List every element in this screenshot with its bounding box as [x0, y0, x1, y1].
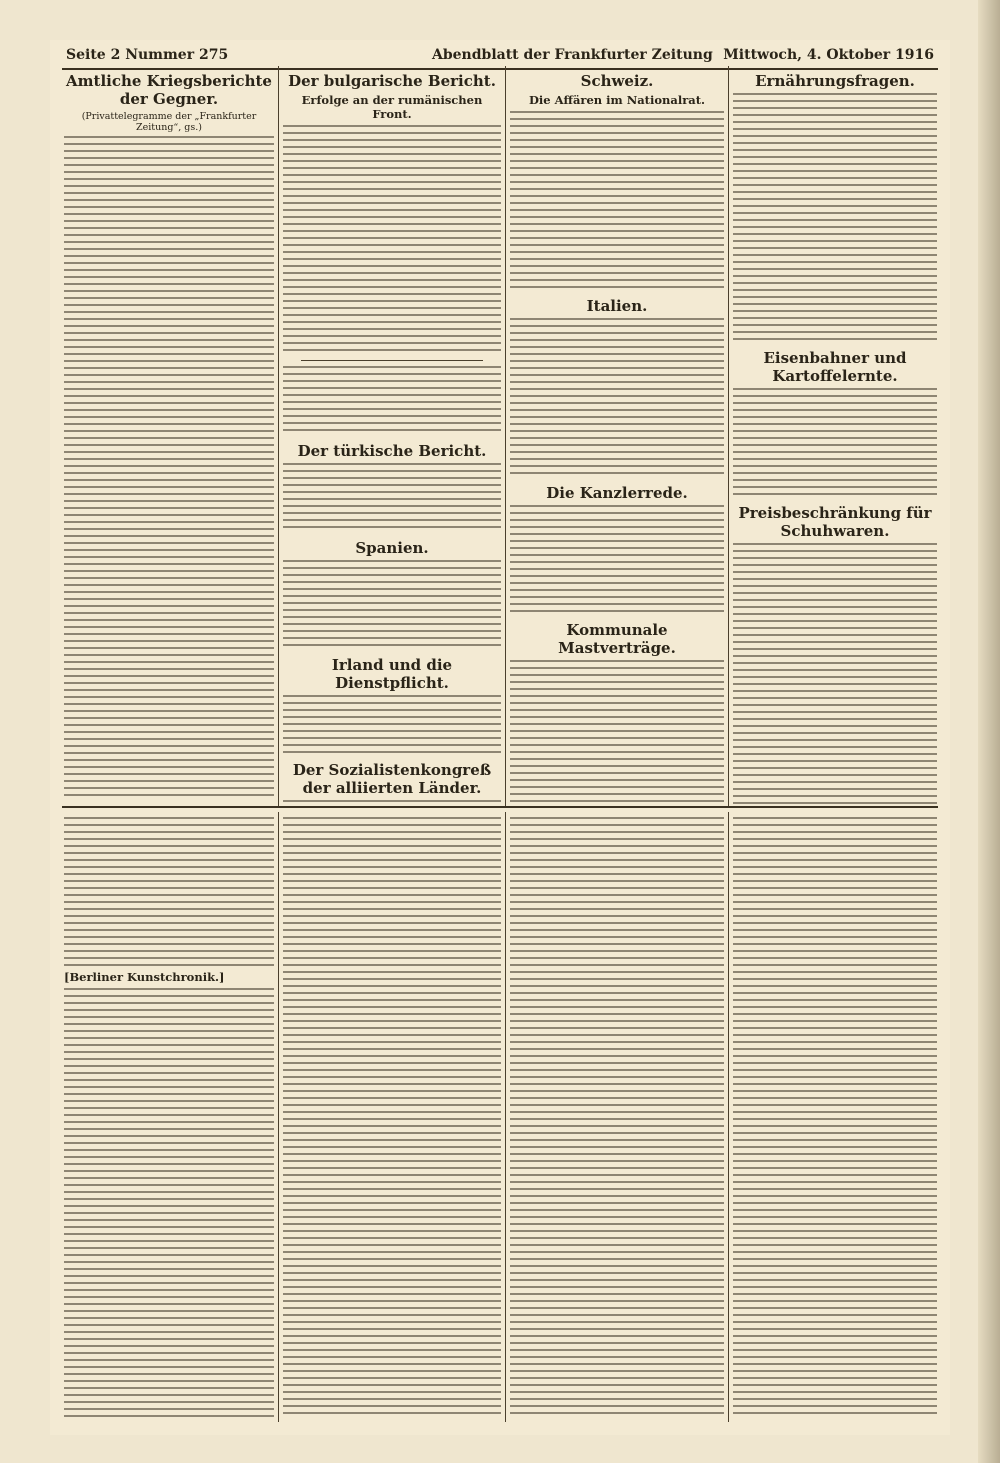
divider — [301, 360, 483, 361]
article-body — [733, 388, 937, 498]
article-body — [283, 800, 501, 806]
column-4 — [733, 66, 937, 806]
article-body — [510, 505, 724, 615]
article-body — [510, 318, 724, 478]
article-body — [283, 125, 501, 355]
article-subtitle: Die Affären im Nationalrat. — [528, 93, 706, 107]
article-body — [283, 695, 501, 755]
article-body — [510, 111, 724, 291]
column-divider — [278, 812, 279, 1422]
feuilleton-column-2 — [283, 814, 501, 1420]
feuilleton-rule — [62, 806, 938, 808]
article-title: Spanien. — [355, 539, 429, 557]
article-title: Amtliche Kriegsberichte der Gegner. — [66, 72, 272, 108]
article-title: Preisbeschränkung für Schuhwaren. — [738, 504, 932, 540]
article-body — [283, 817, 501, 1417]
column-2 — [283, 66, 501, 806]
article-title: Schweiz. — [580, 72, 654, 90]
article-title: Eisenbahner und Kartoffelernte. — [763, 349, 907, 385]
paper-title: Abendblatt der Frankfurter Zeitung — [432, 47, 713, 63]
article-body — [64, 136, 274, 796]
article-title: Der bulgarische Bericht. — [288, 72, 496, 90]
page-number: Seite 2 Nummer 275 — [66, 47, 229, 63]
column-divider — [728, 66, 729, 806]
article-body — [733, 817, 937, 1417]
article-body — [283, 366, 501, 436]
article-title: Kommunale Mastverträge. — [558, 621, 676, 657]
article-title: Italien. — [586, 297, 648, 315]
feuilleton-column-4 — [733, 814, 937, 1420]
article-body — [283, 463, 501, 533]
article-body — [64, 988, 274, 1418]
article-title: Ernährungsfragen. — [755, 72, 915, 90]
feuilleton-column-3 — [510, 814, 724, 1420]
article-body — [64, 817, 274, 967]
article-body — [733, 543, 937, 806]
issue-date: Mittwoch, 4. Oktober 1916 — [723, 47, 934, 63]
article-body — [510, 660, 724, 806]
article-title: Der Sozialistenkongreß der alliierten Länder. — [292, 761, 492, 797]
column-divider — [505, 812, 506, 1422]
article-title: Irland und die Dienstpflicht. — [331, 656, 453, 692]
article-subtitle: (Privattelegramme der „Frankfurter Zeitung“, gs.) — [81, 111, 257, 133]
article-body — [733, 93, 937, 343]
column-divider — [505, 66, 506, 806]
article-heading: [Berliner Kunstchronik.] — [64, 970, 225, 984]
column-1 — [64, 66, 274, 806]
column-divider — [728, 812, 729, 1422]
article-title: Der türkische Bericht. — [297, 442, 487, 460]
feuilleton-column-1 — [64, 814, 274, 1420]
article-body — [510, 817, 724, 1417]
page-edge-shadow — [978, 0, 1000, 1463]
column-divider — [278, 66, 279, 806]
article-subtitle: Erfolge an der rumänischen Front. — [301, 93, 483, 121]
article-body — [283, 560, 501, 650]
column-3 — [510, 66, 724, 806]
article-title: Die Kanzlerrede. — [546, 484, 688, 502]
